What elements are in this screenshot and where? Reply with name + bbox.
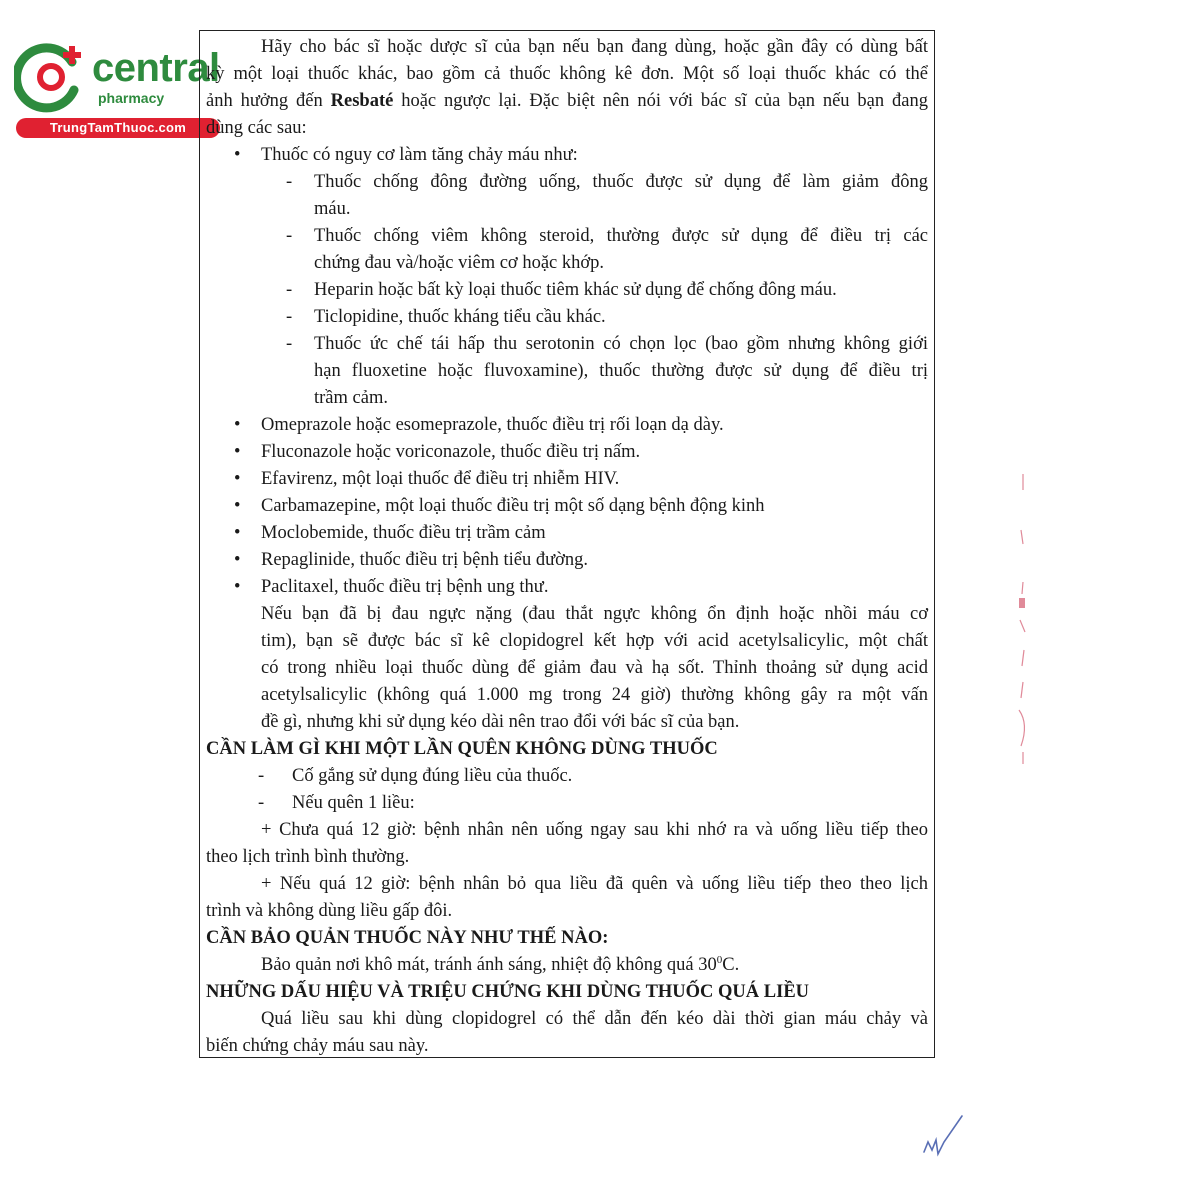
dash-icon: -: [286, 307, 293, 327]
list-item: • Efavirenz, một loại thuốc để điều trị nhiễm HIV.: [206, 466, 928, 493]
intro-line-4: dùng các sau:: [206, 118, 307, 138]
sub-list-item-cont: máu.: [314, 199, 351, 219]
brand-logo: [8, 36, 218, 140]
sub-list-item-cont: trầm cảm.: [314, 388, 388, 408]
brand-subtitle: pharmacy: [98, 90, 165, 106]
missed-dash-item: - Cố gắng sử dụng đúng liều của thuốc.: [206, 763, 928, 790]
dash-icon: -: [286, 334, 293, 354]
signature-icon: [918, 1112, 966, 1168]
document-body: [206, 34, 928, 1060]
list-item: • Thuốc có nguy cơ làm tăng chảy máu như:: [206, 142, 928, 169]
chest-pain-line: đề gì, nhưng khi sử dụng kéo dài nên trao đổi với bác sĩ của bạn.: [261, 712, 740, 732]
sub-list-item: - Ticlopidine, thuốc kháng tiểu cầu khác.: [206, 304, 928, 331]
dash-icon: -: [286, 172, 293, 192]
dash-icon: -: [258, 793, 265, 813]
missed-under-12-cont: theo lịch trình bình thường.: [206, 847, 410, 867]
bullet-icon: •: [234, 523, 241, 543]
sub-list-item: - Heparin hoặc bất kỳ loại thuốc tiêm khác sử dụng để chống đông máu.: [206, 277, 928, 304]
intro-line-2: kỳ một loại thuốc khác, bao gồm cả thuốc không kê đơn. Một số loại thuốc khác có thể: [206, 64, 928, 84]
sub-list-item: - Thuốc chống đông đường uống, thuốc được sử dụng để làm giảm đông: [206, 169, 928, 196]
product-name: Resbaté: [330, 91, 394, 111]
bullet-icon: •: [234, 496, 241, 516]
missed-dash-item: - Nếu quên 1 liều:: [206, 790, 928, 817]
heading-missed-dose: CẦN LÀM GÌ KHI MỘT LẦN QUÊN KHÔNG DÙNG THUỐC: [206, 739, 718, 759]
list-item: • Fluconazole hoặc voriconazole, thuốc điều trị nấm.: [206, 439, 928, 466]
missed-under-12: + Chưa quá 12 giờ: bệnh nhân nên uống ngay sau khi nhớ ra và uống liều tiếp theo: [261, 820, 928, 840]
chest-pain-line: tim), bạn sẽ được bác sĩ kê clopidogrel kết hợp với acid acetylsalicylic, một chất: [261, 631, 928, 651]
bullet-icon: •: [234, 442, 241, 462]
chest-pain-line: acetylsalicylic (không quá 1.000 mg trong 24 giờ) thường không gây ra một vấn: [261, 685, 928, 705]
list-item: • Paclitaxel, thuốc điều trị bệnh ung thư.: [206, 574, 928, 601]
chest-pain-line: có trong nhiều loại thuốc dùng để giảm đau và hạ sốt. Thỉnh thoảng sử dụng acid: [261, 658, 928, 678]
bullet-icon: •: [234, 577, 241, 597]
overdose-line: biến chứng chảy máu sau này.: [206, 1036, 429, 1056]
dash-icon: -: [286, 280, 293, 300]
bullet-icon: •: [234, 145, 241, 165]
sub-list-item-cont: hạn fluoxetine hoặc fluvoxamine), thuốc thường được sử dụng để điều trị: [314, 361, 928, 381]
sub-list-item-cont: chứng đau và/hoặc viêm cơ hoặc khớp.: [314, 253, 605, 273]
missed-over-12: + Nếu quá 12 giờ: bệnh nhân bỏ qua liều đã quên và uống liều tiếp theo theo lịch: [261, 874, 928, 894]
list-item: • Moclobemide, thuốc điều trị trầm cảm: [206, 520, 928, 547]
central-logo-icon: [14, 40, 88, 114]
dash-icon: -: [258, 766, 265, 786]
bullet-icon: •: [234, 469, 241, 489]
list-item: • Carbamazepine, một loại thuốc điều trị một số dạng bệnh động kinh: [206, 493, 928, 520]
storage-text: Bảo quản nơi khô mát, tránh ánh sáng, nhiệt độ không quá $30^0C$.: [261, 953, 740, 975]
margin-stamp-icon: [1014, 470, 1032, 770]
bullet-icon: •: [234, 415, 241, 435]
intro-line-1: Hãy cho bác sĩ hoặc dược sĩ của bạn nếu bạn đang dùng, hoặc gần đây có dùng bất: [261, 37, 928, 57]
bullet-icon: •: [234, 550, 241, 570]
dash-icon: -: [286, 226, 293, 246]
missed-over-12-cont: trình và không dùng liều gấp đôi.: [206, 901, 453, 921]
sub-list-item: - Thuốc ức chế tái hấp thu serotonin có chọn lọc (bao gồm nhưng không giới: [206, 331, 928, 358]
list-item: • Repaglinide, thuốc điều trị bệnh tiểu đường.: [206, 547, 928, 574]
list-item: • Omeprazole hoặc esomeprazole, thuốc điều trị rối loạn dạ dày.: [206, 412, 928, 439]
brand-website-banner[interactable]: TrungTamThuoc.com: [16, 118, 220, 138]
heading-overdose: NHỮNG DẤU HIỆU VÀ TRIỆU CHỨNG KHI DÙNG THUỐC QUÁ LIỀU: [206, 982, 810, 1002]
brand-name: central: [92, 46, 220, 90]
heading-storage: CẦN BẢO QUẢN THUỐC NÀY NHƯ THẾ NÀO:: [206, 928, 609, 948]
chest-pain-line: Nếu bạn đã bị đau ngực nặng (đau thắt ngực không ổn định hoặc nhồi máu cơ: [261, 604, 928, 624]
overdose-line: Quá liều sau khi dùng clopidogrel có thể dẫn đến kéo dài thời gian máu chảy và: [261, 1009, 928, 1029]
intro-line-3: ảnh hưởng đến Resbaté hoặc ngược lại. Đặc biệt nên nói với bác sĩ của bạn nếu bạn đang: [206, 91, 928, 111]
sub-list-item: - Thuốc chống viêm không steroid, thường được sử dụng để điều trị các: [206, 223, 928, 250]
